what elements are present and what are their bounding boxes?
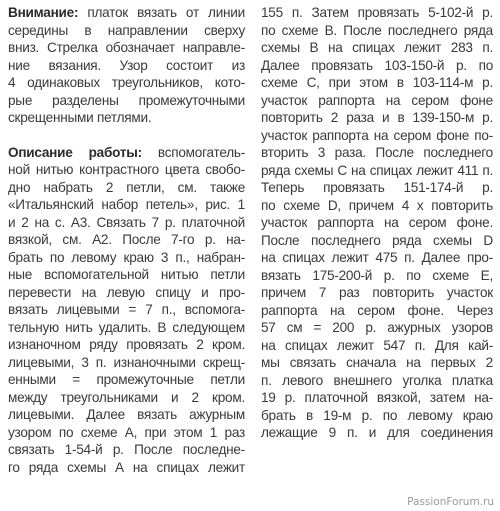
text-line: на спицах лежит 475 п. Далее про- (261, 250, 493, 265)
text-line: вторить 3 раза. После последнего (261, 145, 493, 160)
text-line: лицевыми, 3 п. изнаночными скрещ- (8, 354, 245, 370)
text-line: причем 7 раз повторить участок (261, 285, 493, 300)
text-line: 155 п. Затем провязать 5-102-й р. (261, 5, 493, 20)
text-line: на спицах лежит 547 п. Для кай- (261, 337, 493, 353)
notice-paragraph (8, 4, 245, 127)
text-line: вниз. Стрелка обозначает направле- (8, 40, 245, 55)
text-line: по схеме D, причем 4 х повторить (261, 197, 493, 213)
text-line: брать по левому краю 3 п., набран- (8, 249, 245, 265)
text-line: вязать лицевыми = 7 п., вспомога- (8, 302, 245, 317)
text-line: ние вязания. Узор состоит из (8, 57, 245, 73)
text-line: схемы В на спицах лежит 283 п. (261, 40, 493, 55)
text-line: по схеме В. После последнего ряда (261, 22, 493, 38)
work-description-label: Описание работы: (8, 144, 142, 160)
text-line: 57 см = 200 р. ажурных узоров (261, 320, 493, 335)
notice-label: Внимание: (8, 5, 79, 20)
text-line: середины в направлении сверху (8, 22, 245, 38)
text-line: связать 1-54-й р. После последне- (8, 442, 245, 457)
text-line: После последнего ряда схемы D (261, 232, 493, 248)
text-line: и 2 на с. А3. Связать 7 р. платочной (8, 214, 245, 230)
text-line: «Итальянский набор петель», рис. 1 (8, 197, 245, 212)
text-line: платок вязать от линии (78, 5, 245, 20)
text-line: скрещенными петлями. (8, 110, 152, 125)
text-line: между треугольниками и 2 кром. (8, 389, 245, 405)
continuation-paragraph (261, 4, 493, 442)
text-line: лежащие 9 п. и для соединения (261, 425, 493, 440)
text-line: ные вспомогательной нитью петли (8, 267, 245, 282)
text-line: брать в 19-м р. по левому краю (261, 407, 493, 423)
text-line: рые разделены промежуточными (8, 92, 245, 108)
text-line: го ряда схемы А на спицах лежит (8, 459, 245, 475)
text-line: тельную нить удалить. В следующем (8, 319, 245, 335)
text-line: участок раппорта на сером фоне (261, 92, 493, 108)
text-line: Теперь провязать 151-174-й р. (261, 180, 493, 195)
text-line: вязкой, см. А2. После 7-го р. на- (8, 232, 245, 247)
text-line: 4 одинаковых треугольников, кото- (8, 75, 245, 90)
text-line: вязать 175-200-й р. по схеме Е, (261, 267, 493, 283)
text-line: изнаночном ряду провязать 2 кром. (8, 337, 245, 352)
text-line: участок раппорта на сером фоне. (261, 215, 493, 230)
left-column (8, 4, 245, 476)
text-line: схеме С, при этом в 103-114-м р. (261, 75, 493, 90)
text-line: 19 р. платочной вязкой, затем на- (261, 390, 493, 405)
text-line: мы связать сначала на первых 2 (261, 355, 493, 370)
text-line: узором по схеме А, при этом 1 раз (8, 424, 245, 440)
text-line: Далее провязать 103-150-й р. по (261, 57, 493, 73)
watermark: PassionForum.ru (407, 496, 494, 508)
text-line: раппорта на сером фоне. Через (261, 302, 493, 318)
text-line: п. левого внешнего уголка платка (261, 372, 493, 388)
text-line: участок раппорта на сером фоне по- (261, 127, 493, 143)
text-line: вспомогатель- (141, 144, 245, 160)
text-line: перевести на левую спицу и про- (8, 284, 245, 300)
text-line: ной нитью контрастного цвета свобо- (8, 162, 245, 177)
right-column (261, 4, 493, 442)
text-line: повторить 2 раза и в 139-150-м р. (261, 110, 493, 125)
text-line: ряда схемы С на спицах лежит 411 п. (261, 162, 493, 178)
text-line: лицевыми. Далее вязать ажурным (8, 407, 245, 422)
work-description-paragraph (8, 144, 245, 477)
text-line: енными = промежуточные петли (8, 372, 245, 387)
text-line: дно набрать 2 петли, см. также (8, 179, 245, 195)
